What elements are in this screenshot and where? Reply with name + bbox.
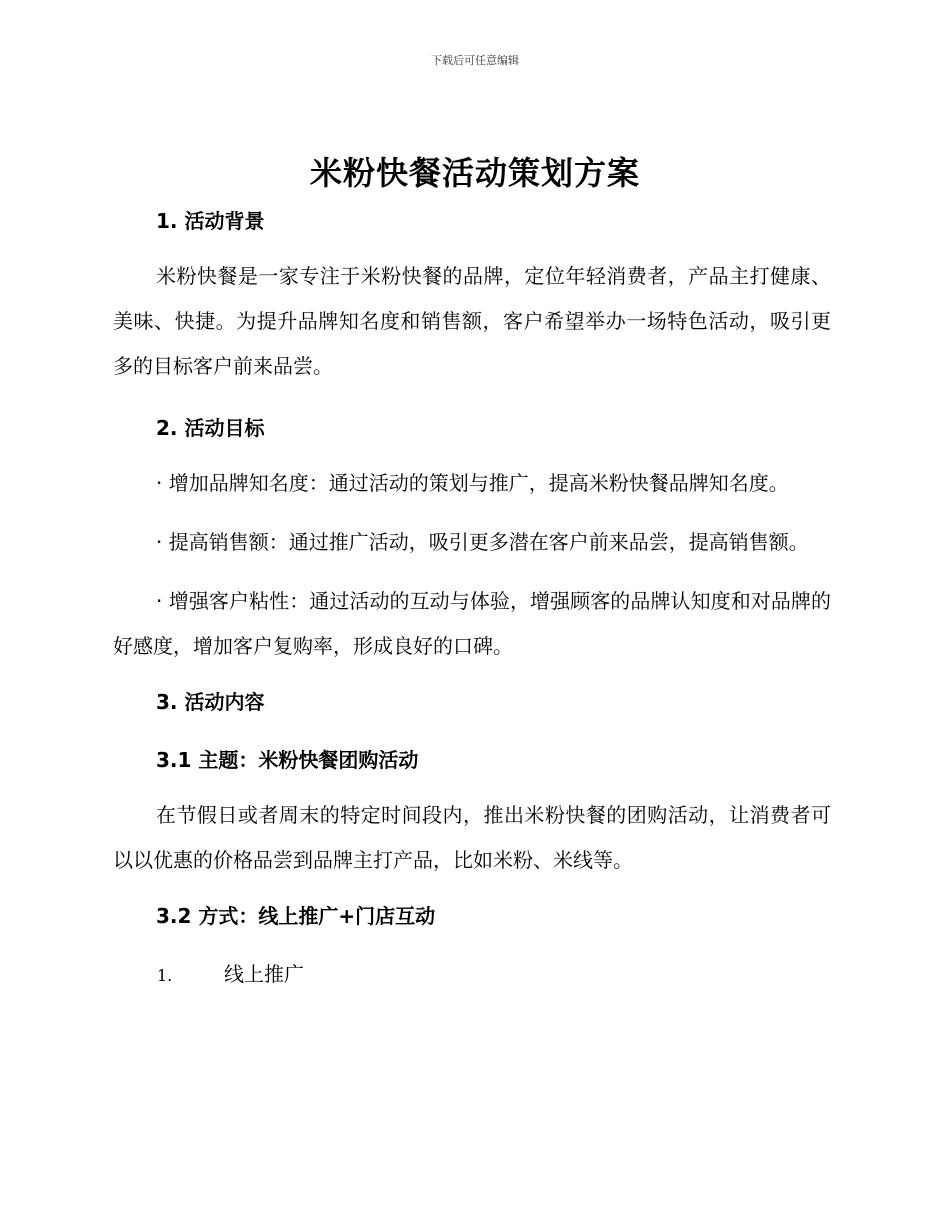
section-heading-goals: 2. 活动目标 [156,416,265,440]
document-body [113,196,831,1001]
goal-item-sales: · 提高销售额：通过推广活动，吸引更多潜在客户前来品尝，提高销售额。 [156,530,809,554]
section-heading-background: 1. 活动背景 [156,209,265,233]
subsection-heading-method: 3.2 方式：线上推广+门店互动 [156,904,436,928]
list-item-text: 线上推广 [224,962,304,986]
goal-item-brand-awareness: · 增加品牌知名度：通过活动的策划与推广，提高米粉快餐品牌知名度。 [156,471,789,495]
background-paragraph: 米粉快餐是一家专注于米粉快餐的品牌，定位年轻消费者，产品主打健康、美味、快捷。为提升品牌知名度和销售额，客户希望举办一场特色活动，吸引更多的目标客户前来品尝。 [113,264,831,378]
list-item [113,949,831,1001]
document-title: 米粉快餐活动策划方案 [309,154,640,192]
list-item-number: 1. [157,966,173,985]
theme-paragraph: 在节假日或者周末的特定时间段内，推出米粉快餐的团购活动，让消费者可以以优惠的价格品尝到品牌主打产品，比如米粉、米线等。 [113,803,831,872]
header-note: 下载后可任意编辑 [431,54,519,67]
goal-item-customer-loyalty: · 增强客户粘性：通过活动的互动与体验，增强顾客的品牌认知度和对品牌的好感度，增加客户复购率，形成良好的口碑。 [113,589,831,658]
section-heading-content: 3. 活动内容 [156,690,265,714]
subsection-heading-theme: 3.1 主题：米粉快餐团购活动 [156,748,419,772]
